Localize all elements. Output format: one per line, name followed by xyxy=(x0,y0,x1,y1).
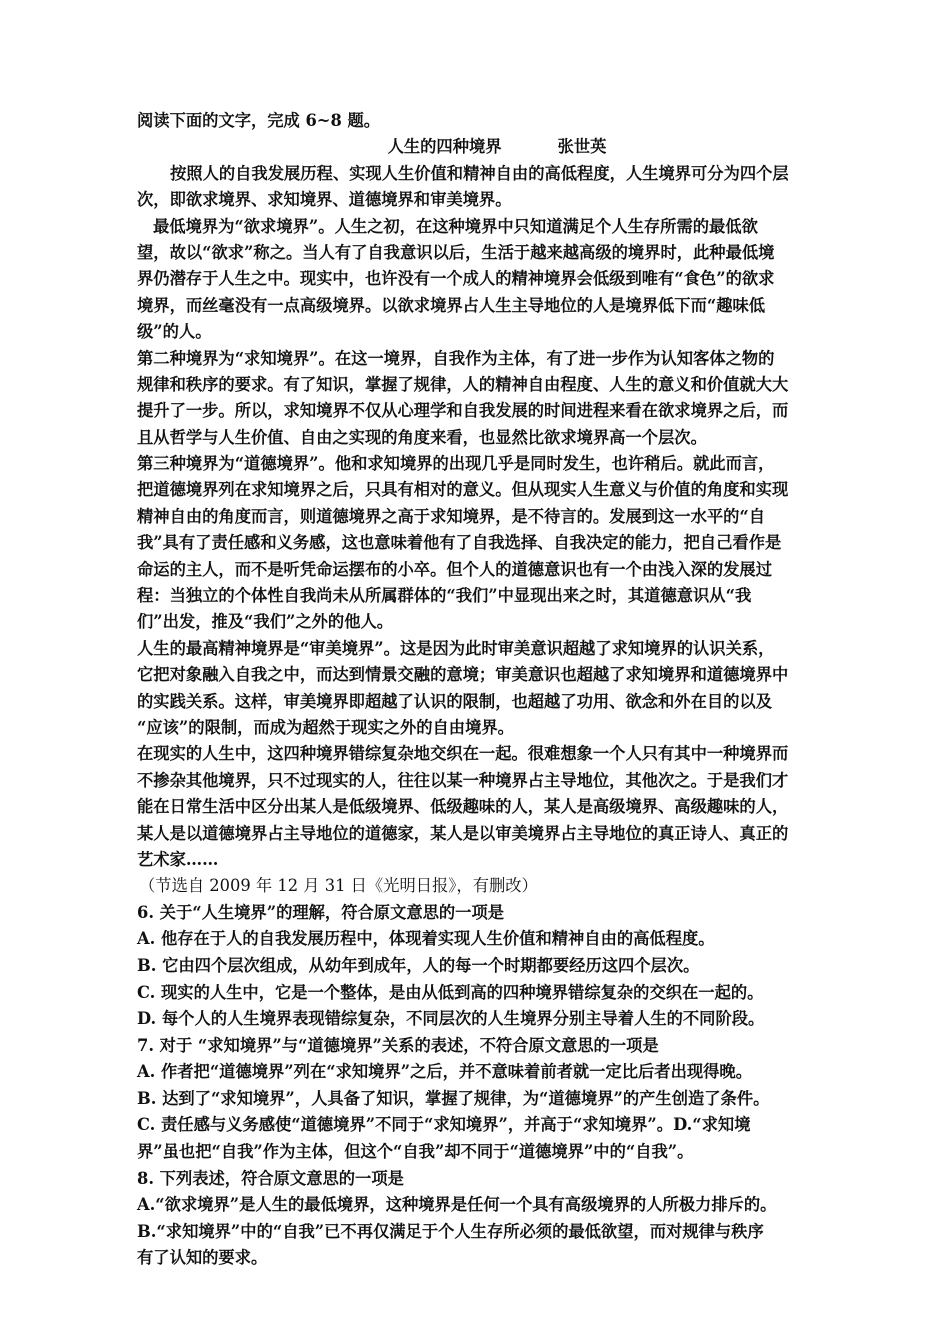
question-line: A. 作者把“道德境界”列在“求知境界”之后，并不意味着前者就一定比后者出现得晚。 xyxy=(137,1062,752,1082)
question-line: A. 他存在于人的自我发展历程中，体现着实现人生价值和精神自由的高低程度。 xyxy=(137,929,715,949)
article-line: 且从哲学与人生价值、自由之实现的角度来看，也显然比欲求境界高一个层次。 xyxy=(137,427,707,447)
article-author: 张世英 xyxy=(557,137,607,157)
article-line: 某人是以道德境界占主导地位的道德家，某人是以审美境界占主导地位的真正诗人、真正的 xyxy=(137,823,789,843)
article-line: 提升了一步。所以，求知境界不仅从心理学和自我发展的时间进程来看在欲求境界之后，而 xyxy=(137,401,789,421)
article-line: 命运的主人，而不是听凭命运摆布的小卒。但个人的道德意识也有一个由浅入深的发展过 xyxy=(137,559,772,579)
question-list xyxy=(137,900,817,1272)
question-line: 7. 对于 “求知境界”与“道德境界”关系的表述，不符合原文意思的一项是 xyxy=(137,1035,659,1055)
article-line: 们”出发，推及“我们”之外的他人。 xyxy=(137,612,394,632)
article-title: 人生的四种境界 xyxy=(387,137,502,157)
document-page xyxy=(137,108,817,1272)
question-line: D. 每个人的人生境界表现错综复杂，不同层次的人生境界分别主导着人生的不同阶段。 xyxy=(137,1009,765,1029)
article-line: 次，即欲求境界、求知境界、道德境界和审美境界。 xyxy=(137,190,512,210)
question-line: 6. 关于“人生境界”的理解，符合原文意思的一项是 xyxy=(137,902,505,922)
article-line: 不掺杂其他境界，只不过现实的人，往往以某一种境界占主导地位，其他次之。于是我们才 xyxy=(137,770,789,790)
article-line: 在现实的人生中，这四种境界错综复杂地交织在一起。很难想象一个人只有其中一种境界而 xyxy=(137,744,789,764)
question-line: B.“求知境界”中的“自我”已不再仅满足于个人生存所必须的最低欲望，而对规律与秩序 xyxy=(137,1221,764,1241)
article-line: 按照人的自我发展历程、实现人生价值和精神自由的高低程度，人生境界可分为四个层 xyxy=(170,163,789,183)
article-line: 精神自由的角度而言，则道德境界之高于求知境界，是不待言的。发展到这一水平的“自 xyxy=(137,506,766,526)
article-line: 境界，而丝毫没有一点高级境界。以欲求境界占人生主导地位的人是境界低下而“趣味低 xyxy=(137,295,766,315)
article-line: 艺术家…… xyxy=(137,849,219,869)
article-line: 程：当独立的个体性自我尚未从所属群体的“我们”中显现出来之时，其道德意识从“我 xyxy=(137,586,752,606)
article-line: 望，故以“欲求”称之。当人有了自我意识以后，生活于越来越高级的境界时，此种最低境 xyxy=(137,242,775,262)
question-line: B. 达到了“求知境界”，人具备了知识，掌握了规律，为“道德境界”的产生创造了条件。 xyxy=(137,1088,770,1108)
article-line: 把道德境界列在求知境界之后，只具有相对的意义。但从现实人生意义与价值的角度和实现 xyxy=(137,480,789,500)
article-line: “应该”的限制，而成为超然于现实之外的自由境界。 xyxy=(137,717,514,737)
reading-instruction: 阅读下面的文字，完成 6~8 题。 xyxy=(137,111,381,130)
article-line: 的实践关系。这样，审美境界即超越了认识的限制，也超越了功用、欲念和外在目的以及 xyxy=(137,691,772,711)
question-line: C. 责任感与义务感使“道德境界”不同于“求知境界”，并高于“求知境界”。D.“求知境 xyxy=(137,1115,751,1135)
article-heading xyxy=(137,134,817,160)
question-line: 8. 下列表述，符合原文意思的一项是 xyxy=(137,1168,404,1188)
question-line: B. 它由四个层次组成，从幼年到成年，人的每一个时期都要经历这四个层次。 xyxy=(137,955,700,975)
article-line: 它把对象融入自我之中，而达到情景交融的意境；审美意识也超越了求知境界和道德境界中 xyxy=(137,665,789,685)
article-line: 能在日常生活中区分出某人是低级境界、低级趣味的人，某人是高级境界、高级趣味的人， xyxy=(137,797,789,817)
article-body xyxy=(137,161,817,874)
question-line: A.“欲求境界”是人生的最低境界，这种境界是任何一个具有高级境界的人所极力排斥的。 xyxy=(137,1195,777,1215)
article-line: 第三种境界为“道德境界”。他和求知境界的出现几乎是同时发生，也许稍后。就此而言， xyxy=(137,454,775,474)
question-line: 界”虽也把“自我”作为主体，但这个“自我”却不同于“道德境界”中的“自我”。 xyxy=(137,1142,694,1162)
article-line: 第二种境界为“求知境界”。在这一境界，自我作为主体，有了进一步作为认知客体之物的 xyxy=(137,348,775,368)
question-line: 有了认知的要求。 xyxy=(137,1248,268,1268)
article-line: 界仍潜存于人生之中。现实中，也许没有一个成人的精神境界会低级到唯有“食色”的欲求 xyxy=(137,269,775,289)
article-line: 规律和秩序的要求。有了知识，掌握了规律，人的精神自由程度、人生的意义和价值就大大 xyxy=(137,374,789,394)
article-line: 人生的最高精神境界是“审美境界”。这是因为此时审美意识超越了求知境界的认识关系， xyxy=(137,638,775,658)
article-line: 我”具有了责任感和义务感，这也意味着他有了自我选择、自我决定的能力，把自己看作是 xyxy=(137,533,782,553)
article-line: 级”的人。 xyxy=(137,322,212,342)
question-line: C. 现实的人生中，它是一个整体，是由从低到高的四种境界错综复杂的交织在一起的。 xyxy=(137,982,764,1002)
article-line: 最低境界为“欲求境界”。人生之初，在这种境界中只知道满足个人生存所需的最低欲 xyxy=(153,216,758,236)
article-source: （节选自 2009 年 12 月 31 日《光明日报》，有删改） xyxy=(139,876,538,896)
